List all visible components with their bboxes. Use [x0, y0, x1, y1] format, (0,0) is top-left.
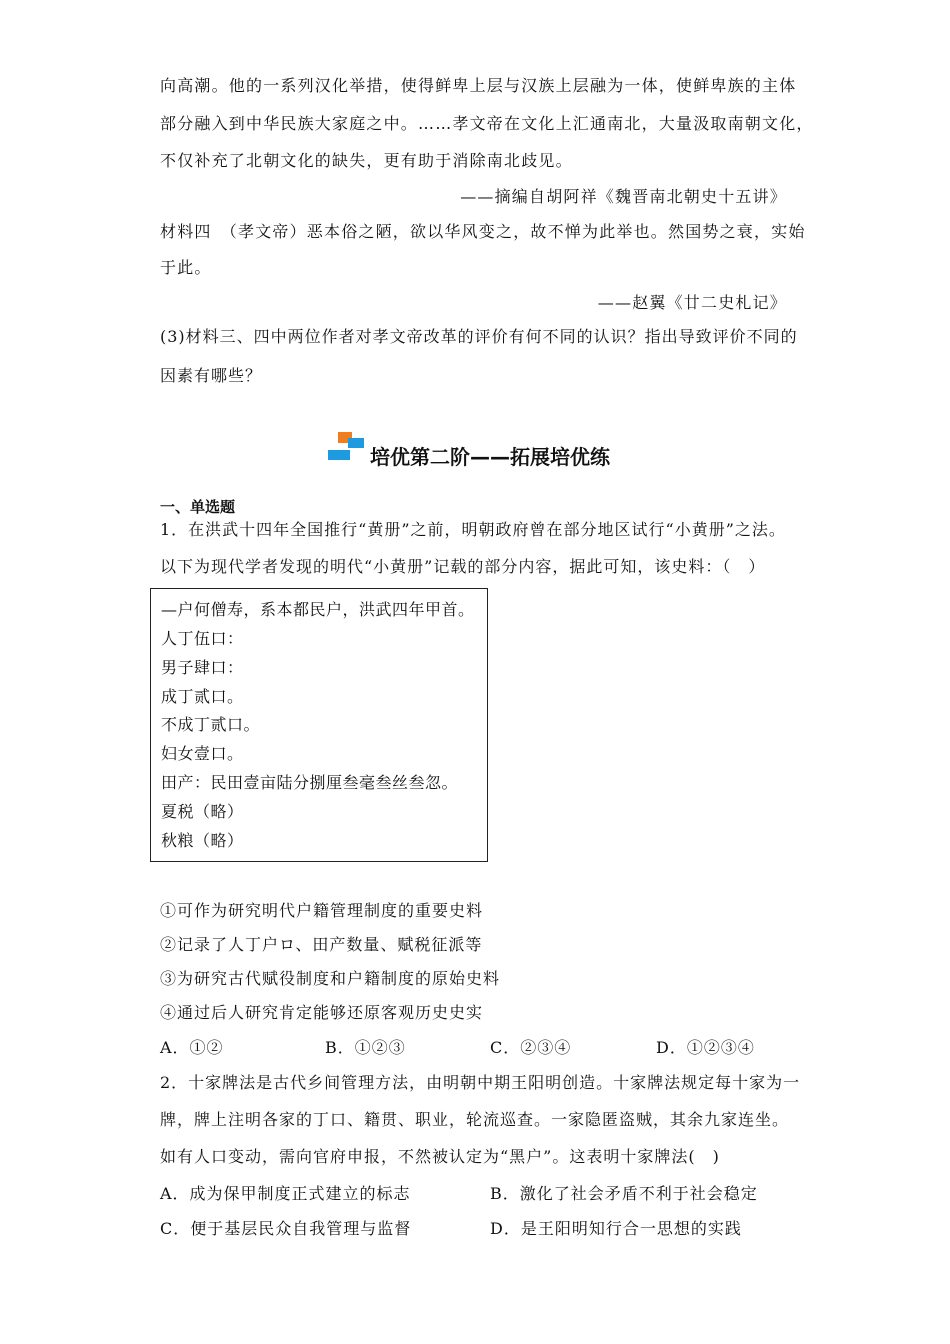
q1-statement: ①可作为研究明代户籍管理制度的重要史料 [160, 901, 484, 920]
section-logo-icon [328, 430, 364, 462]
q2-option-a[interactable]: A．成为保甲制度正式建立的标志 [160, 1184, 411, 1203]
q1-statement: ④通过后人研究肯定能够还原客观历史史实 [160, 1003, 484, 1022]
material4-line: 于此。 [160, 258, 212, 277]
box-line: 秋粮（略） [161, 831, 244, 850]
q1-option-b[interactable]: B．①②③ [325, 1038, 406, 1057]
box-line: —户何僧寿，系本都民户，洪武四年甲首。 [161, 600, 475, 619]
passage-line: 不仅补充了北朝文化的缺失，更有助于消除南北歧见。 [160, 151, 573, 170]
logo-blue-block-top [348, 438, 364, 448]
material4-line: 材料四 （孝文帝）恶本俗之陋，欲以华风变之，故不惮为此举也。然国势之衰，实始 [160, 222, 806, 241]
q1-source-box [150, 588, 488, 862]
box-line: 夏税（略） [161, 802, 244, 821]
q2-option-c[interactable]: C．便于基层民众自我管理与监督 [160, 1219, 412, 1238]
box-line: 田产：民田壹亩陆分捌厘叁毫叁丝叁忽。 [161, 773, 459, 792]
box-line: 人丁伍口： [161, 629, 244, 648]
q1-option-c[interactable]: C．②③④ [490, 1038, 572, 1057]
q1-line: 以下为现代学者发现的明代“小黄册”记载的部分内容，据此可知，该史料：（ ） [160, 557, 766, 576]
question3-line: 因素有哪些？ [160, 366, 263, 385]
q2-line: 牌，牌上注明各家的丁口、籍贯、职业，轮流巡查。一家隐匿盗贼，其余九家连坐。 [160, 1110, 790, 1129]
question3-line: (3)材料三、四中两位作者对孝文帝改革的评价有何不同的认识？指出导致评价不同的 [160, 327, 798, 346]
material4-source: ——赵翼《廿二史札记》 [597, 293, 787, 312]
q2-option-d[interactable]: D．是王阳明知行合一思想的实践 [490, 1219, 742, 1238]
box-line: 成丁贰口。 [161, 687, 244, 706]
q1-statement: ②记录了人丁户ロ、田产数量、赋税征派等 [160, 935, 483, 954]
q1-option-a[interactable]: A．①② [160, 1038, 224, 1057]
box-line: 妇女壹口。 [161, 744, 244, 763]
section-title: 培优第二阶——拓展培优练 [370, 445, 610, 469]
section-heading: 一、单选题 [160, 498, 236, 516]
q1-line: 1．在洪武十四年全国推行“黄册”之前，明朝政府曾在部分地区试行“小黄册”之法。 [160, 520, 786, 539]
logo-blue-block-bottom [328, 450, 350, 460]
q1-option-d[interactable]: D．①②③④ [656, 1038, 755, 1057]
q2-line: 2．十家牌法是古代乡间管理方法，由明朝中期王阳明创造。十家牌法规定每十家为一 [160, 1073, 801, 1092]
passage-line: 部分融入到中华民族大家庭之中。……孝文帝在文化上汇通南北，大量汲取南朝文化， [160, 114, 814, 133]
q2-option-b[interactable]: B．激化了社会矛盾不利于社会稳定 [490, 1184, 758, 1203]
q1-statement: ③为研究古代赋役制度和户籍制度的原始史料 [160, 969, 501, 988]
box-line: 男子肆口： [161, 658, 244, 677]
passage-source: ——摘编自胡阿祥《魏晋南北朝史十五讲》 [460, 187, 787, 206]
q2-line: 如有人口变动，需向官府申报，不然被认定为“黑户”。这表明十家牌法( ) [160, 1147, 720, 1166]
passage-line: 向高潮。他的一系列汉化举措，使得鲜卑上层与汉族上层融为一体，使鲜卑族的主体 [160, 76, 797, 95]
box-line: 不成丁贰口。 [161, 715, 261, 734]
